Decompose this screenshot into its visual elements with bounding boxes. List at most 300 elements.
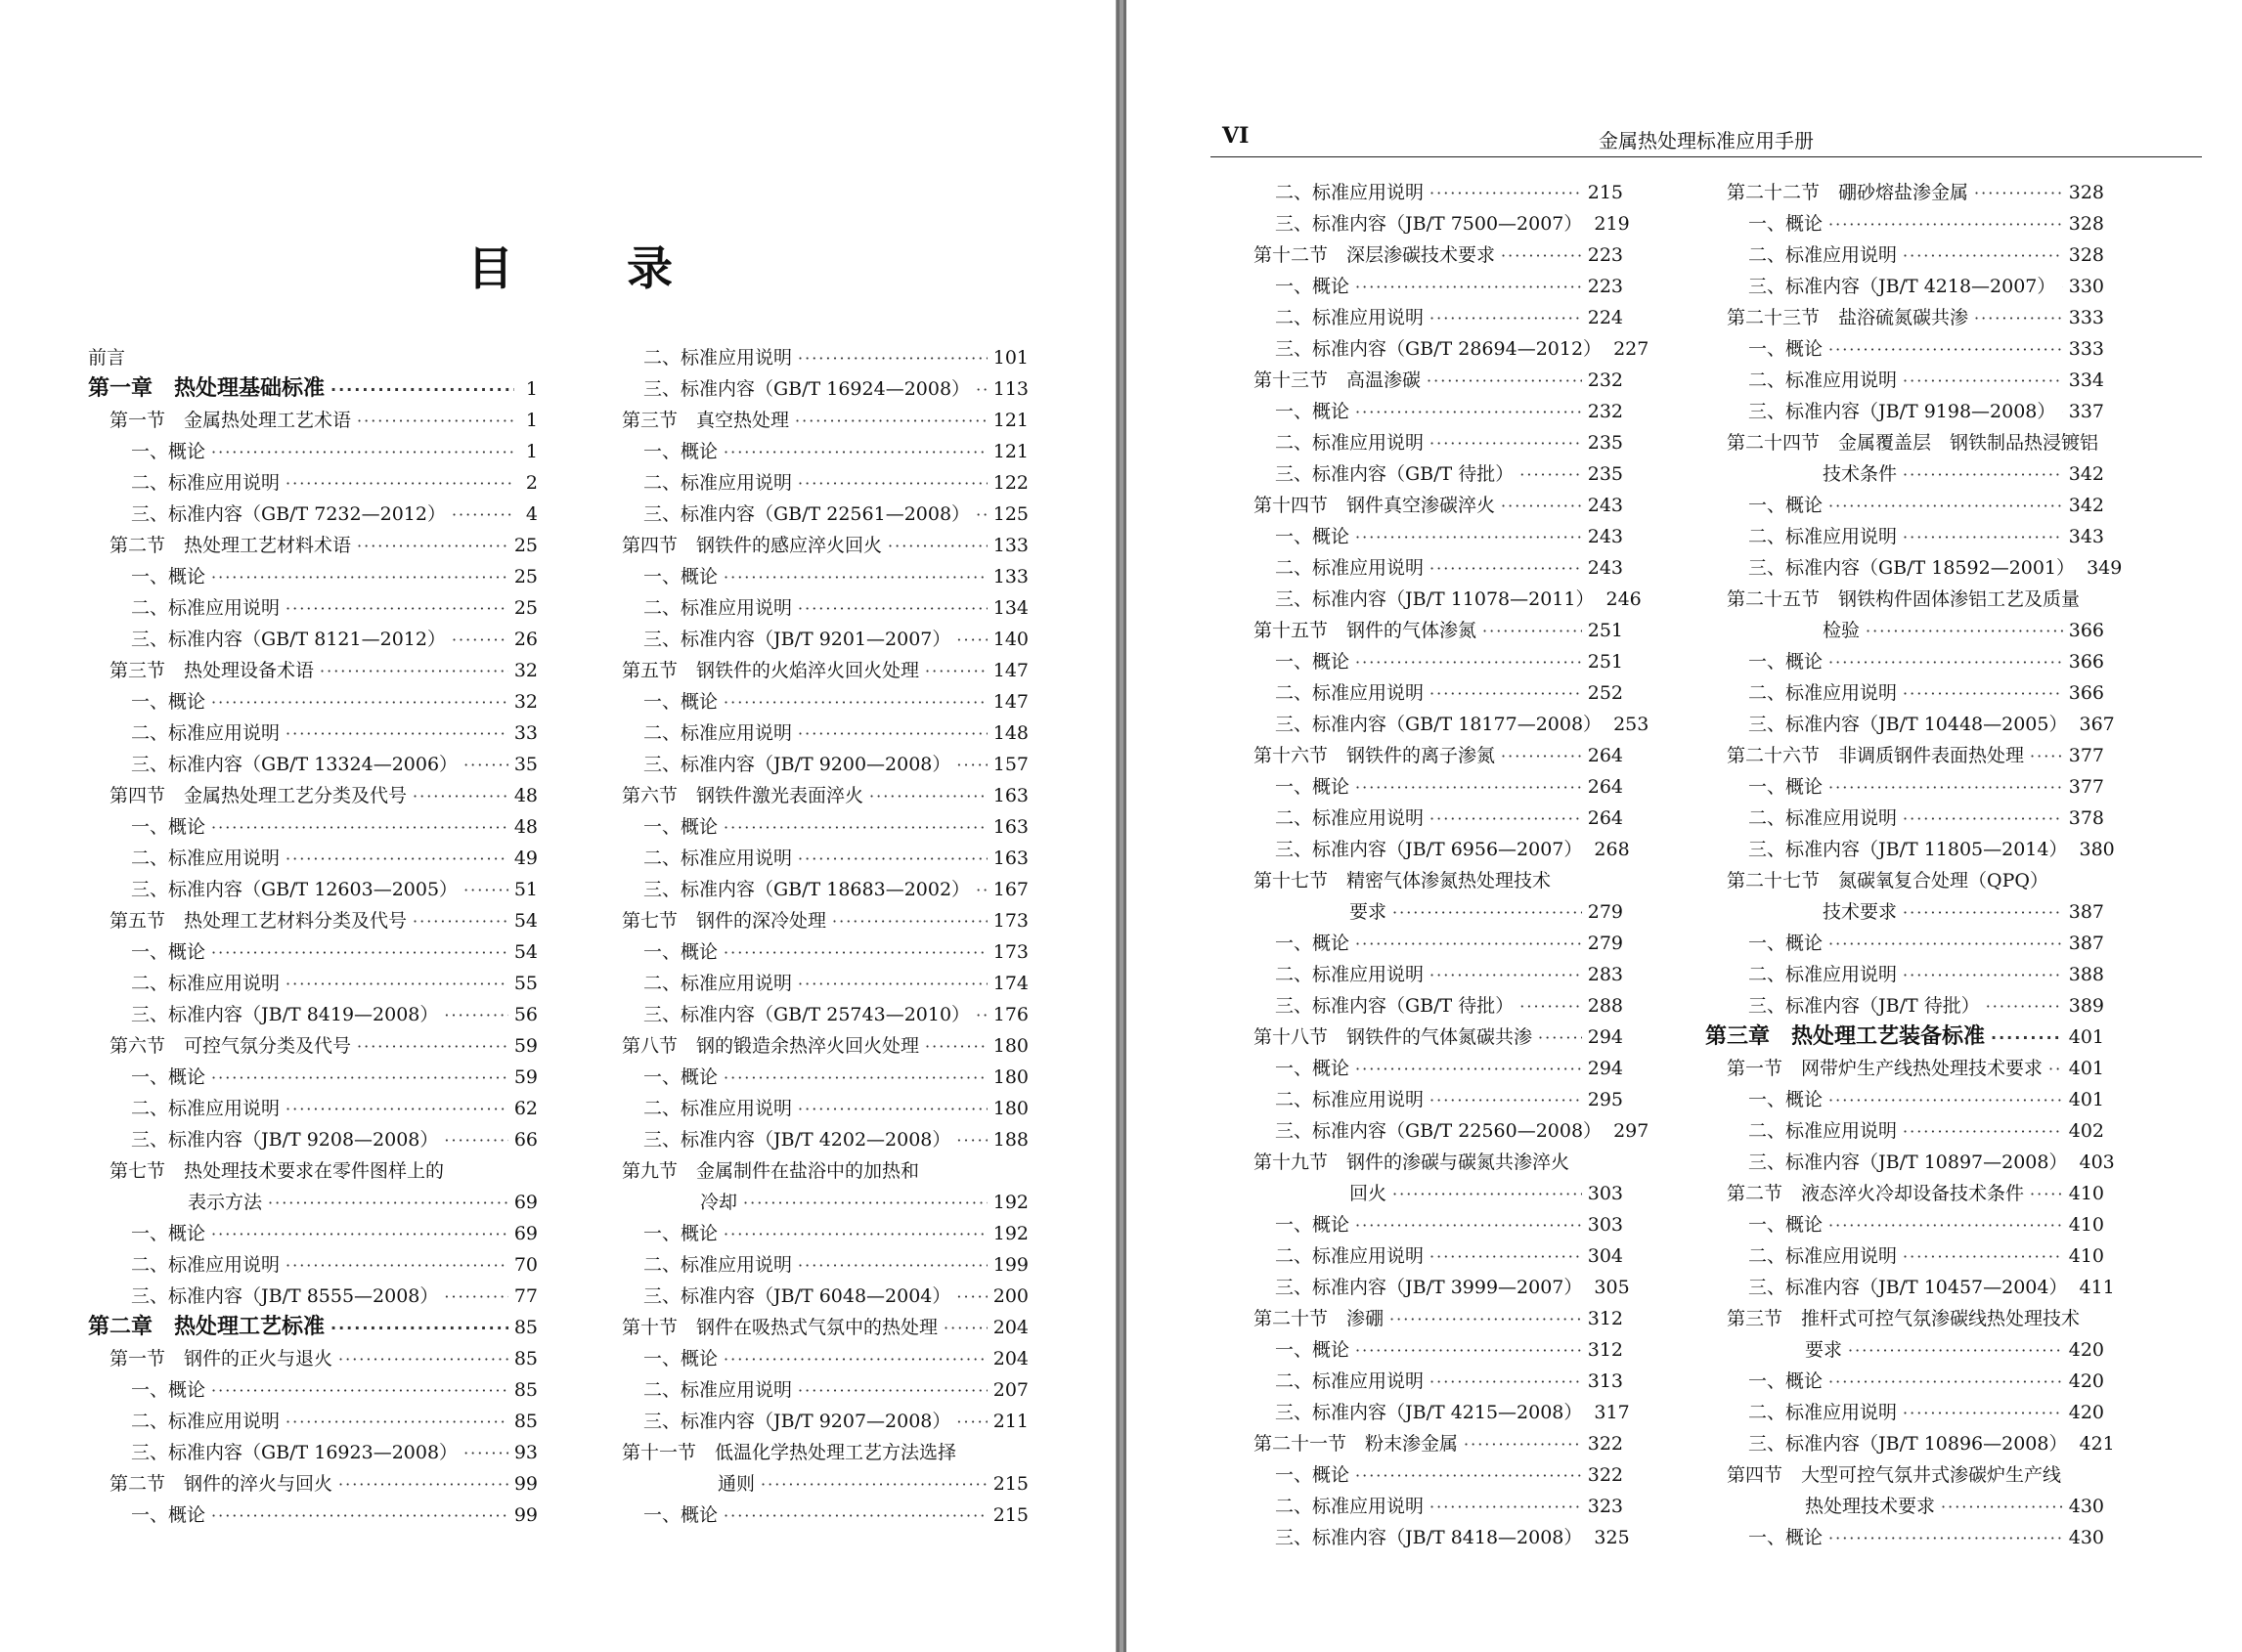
toc-page-number: 35 [513, 754, 538, 775]
toc-leader-dots [956, 1125, 987, 1156]
toc-entry [88, 843, 538, 874]
toc-title [467, 233, 673, 297]
toc-entry-label: 二、标准应用说明 [131, 472, 281, 494]
toc-page-number: 200 [992, 1285, 1029, 1307]
toc-page-number: 59 [513, 1035, 538, 1057]
toc-page-number: 328 [2068, 182, 2104, 203]
toc-page-number: 420 [2068, 1402, 2104, 1423]
toc-chapter-entry [88, 1312, 538, 1343]
toc-entry [1232, 427, 1623, 458]
toc-leader-dots [1389, 1304, 1582, 1335]
toc-entry [88, 1468, 538, 1500]
toc-entry [1705, 1147, 2115, 1178]
toc-page-number: 133 [992, 535, 1029, 556]
toc-page-number: 366 [2068, 682, 2104, 704]
toc-entry-label: 二、标准应用说明 [1275, 1496, 1425, 1517]
toc-leader-dots [320, 656, 508, 687]
toc-leader-dots [1903, 897, 2063, 929]
toc-entry-label: 第十八节 钢铁件的气体氮碳共渗 [1253, 1026, 1533, 1048]
toc-entry [1232, 803, 1623, 834]
toc-entry-label: 前言 [88, 347, 126, 369]
toc-entry [1232, 333, 1649, 365]
toc-column-right-2 [1705, 177, 2123, 1553]
toc-entry-label: 三、标准内容（GB/T 待批） [1275, 995, 1515, 1017]
toc-entry [1232, 771, 1623, 803]
toc-leader-dots [976, 374, 988, 406]
toc-entry-label: 第十四节 钢件真空渗碳淬火 [1253, 495, 1496, 516]
toc-page-number: 337 [2068, 401, 2104, 422]
toc-page-number: 113 [992, 378, 1029, 400]
toc-page-number: 224 [1587, 307, 1623, 328]
toc-entry [1705, 865, 2104, 896]
toc-entry-label: 第二十七节 氮碳氧复合处理（QPQ） [1727, 870, 2048, 891]
toc-entry-label: 二、标准应用说明 [643, 347, 793, 369]
toc-leader-dots [798, 468, 988, 500]
toc-entry-label: 二、标准应用说明 [643, 597, 793, 619]
toc-entry-label: 三、标准内容（JB/T 8418—2008） [1275, 1527, 1583, 1548]
toc-page-number: 303 [1587, 1214, 1623, 1236]
toc-entry [600, 624, 1029, 655]
toc-page-number: 264 [1587, 776, 1623, 798]
toc-page-number: 69 [513, 1223, 538, 1244]
toc-page-number: 343 [2068, 526, 2104, 547]
toc-entry-label: 二、标准应用说明 [1275, 182, 1425, 203]
toc-entry-label: 一、概论 [643, 441, 719, 462]
toc-leader-dots [2061, 397, 2062, 428]
toc-entry [1232, 928, 1623, 959]
toc-entry [1705, 1209, 2104, 1240]
toc-leader-dots [2030, 741, 2063, 772]
toc-leader-dots [1355, 1460, 1582, 1492]
gutter-divider [1117, 0, 1120, 1652]
toc-entry-label: 一、概论 [643, 816, 719, 838]
toc-entry-label: 第十六节 钢铁件的离子渗氮 [1253, 745, 1496, 766]
toc-page-number: 51 [513, 879, 538, 900]
toc-entry-label: 第一章 热处理基础标准 [88, 376, 326, 401]
toc-page-number: 121 [992, 441, 1029, 462]
toc-entry-label: 第九节 金属制件在盐浴中的加热和 [622, 1160, 920, 1182]
toc-entry [1705, 740, 2104, 771]
toc-page-number: 305 [1594, 1277, 1630, 1298]
toc-leader-dots [1519, 459, 1581, 491]
toc-entry [88, 436, 538, 467]
toc-leader-dots [357, 531, 508, 562]
toc-entry [88, 1155, 538, 1187]
toc-entry-label: 第二十二节 硼砂熔盐渗金属 [1727, 182, 1969, 203]
toc-page-number: 430 [2068, 1496, 2104, 1517]
toc-entry [88, 968, 538, 999]
toc-entry-label: 一、概论 [1748, 933, 1824, 954]
toc-page-number: 389 [2068, 995, 2104, 1017]
toc-page-number: 223 [1587, 244, 1623, 266]
toc-leader-dots [724, 1344, 988, 1375]
toc-leader-dots [1429, 303, 1582, 334]
toc-entry-label: 第四节 金属热处理工艺分类及代号 [110, 785, 408, 806]
toc-entry-label: 一、概论 [1748, 1214, 1824, 1236]
toc-page-number: 163 [992, 848, 1029, 869]
toc-page-number: 420 [2068, 1339, 2104, 1361]
toc-entry [1232, 1084, 1623, 1115]
toc-entry [600, 405, 1029, 436]
toc-leader-dots [1429, 1085, 1582, 1116]
toc-leader-dots [1941, 1492, 2063, 1523]
toc-leader-dots [1828, 772, 2063, 804]
toc-leader-dots [976, 500, 988, 531]
toc-entry [600, 780, 1029, 811]
toc-entry-label: 一、概论 [1748, 213, 1824, 235]
toc-entry-label: 三、标准内容（JB/T 10897—2008） [1748, 1152, 2068, 1173]
toc-page-number: 2 [525, 472, 538, 494]
toc-page-number: 125 [992, 503, 1029, 525]
toc-entry [88, 717, 538, 749]
toc-entry [600, 1500, 1029, 1531]
toc-leader-dots [211, 812, 508, 844]
toc-leader-dots [1355, 772, 1582, 804]
toc-entry-label: 三、标准内容（JB/T 10896—2008） [1748, 1433, 2068, 1455]
toc-entry [88, 1218, 538, 1249]
toc-entry [1705, 1522, 2104, 1553]
toc-leader-dots [743, 1188, 988, 1219]
toc-entry [600, 749, 1029, 780]
toc-entry-label: 第二十三节 盐浴硫氮碳共渗 [1727, 307, 1969, 328]
toc-entry [88, 1500, 538, 1531]
toc-entry-label: 三、标准内容（GB/T 18683—2002） [643, 879, 971, 900]
toc-entry-label: 三、标准内容（GB/T 12603—2005） [131, 879, 459, 900]
toc-entry-label: 第七节 钢件的深冷处理 [622, 910, 827, 932]
toc-entry [600, 1312, 1029, 1343]
toc-entry [88, 874, 538, 905]
toc-page-number: 430 [2068, 1527, 2104, 1548]
toc-entry [1232, 1115, 1649, 1147]
toc-page-number: 1 [525, 441, 538, 462]
toc-entry-label: 一、概论 [643, 691, 719, 713]
toc-page-number: 279 [1587, 933, 1623, 954]
toc-entry-label: 一、概论 [1748, 776, 1824, 798]
toc-entry [1232, 834, 1630, 865]
toc-leader-dots [286, 1094, 508, 1125]
toc-entry [1705, 990, 2104, 1022]
toc-entry-label: 二、标准应用说明 [1275, 682, 1425, 704]
toc-leader-dots [888, 531, 988, 562]
toc-leader-dots [1429, 1492, 1582, 1523]
toc-entry-label: 一、概论 [1275, 1339, 1350, 1361]
toc-entry-label: 第二十四节 金属覆盖层 钢铁制品热浸镀铝 [1727, 432, 2099, 454]
toc-page-number: 366 [2068, 620, 2104, 641]
toc-entry [1705, 302, 2104, 333]
toc-page-number: 85 [513, 1411, 538, 1432]
toc-entry-label: 二、标准应用说明 [131, 722, 281, 744]
toc-entry-label: 第三章 热处理工艺装备标准 [1705, 1024, 1986, 1049]
toc-page-number: 133 [992, 566, 1029, 587]
toc-entry [1232, 490, 1623, 521]
toc-entry-label: 一、概论 [1748, 1527, 1824, 1548]
toc-entry-label: 通则 [718, 1473, 756, 1495]
toc-page-number: 148 [992, 722, 1029, 744]
toc-page-number: 322 [1587, 1464, 1623, 1486]
toc-leader-dots [444, 1000, 507, 1031]
toc-entry [88, 1281, 538, 1312]
toc-page-number: 26 [513, 629, 538, 650]
toc-leader-dots [1429, 1367, 1582, 1398]
toc-leader-dots [956, 1282, 987, 1313]
toc-page-number: 56 [513, 1004, 538, 1025]
toc-page-number: 387 [2068, 933, 2104, 954]
toc-entry [1705, 1366, 2104, 1397]
toc-entry [600, 467, 1029, 499]
toc-page-number: 322 [1587, 1433, 1623, 1455]
toc-entry-label: 二、标准应用说明 [643, 1098, 793, 1119]
toc-entry-label: 一、概论 [1275, 651, 1350, 673]
toc-leader-dots [798, 1250, 988, 1282]
toc-page-number: 70 [513, 1254, 538, 1276]
toc-page-number: 32 [513, 691, 538, 713]
toc-entry [1705, 1053, 2104, 1084]
toc-entry [1232, 1522, 1630, 1553]
toc-entry-label: 三、标准内容（GB/T 待批） [1275, 463, 1515, 485]
toc-entry-label: 第一节 钢件的正火与退火 [110, 1348, 333, 1369]
toc-leader-dots [1828, 209, 2063, 240]
toc-page-number: 192 [992, 1192, 1029, 1213]
toc-entry-label: 第三节 推杆式可控气氛渗碳线热处理技术 [1727, 1308, 2081, 1329]
toc-entry-label: 一、概论 [643, 1066, 719, 1088]
toc-entry [600, 874, 1029, 905]
toc-page-number: 180 [992, 1098, 1029, 1119]
toc-page-number: 304 [1587, 1245, 1623, 1267]
toc-leader-dots [463, 875, 508, 906]
toc-entry-label: 第十七节 精密气体渗氮热处理技术 [1253, 870, 1552, 891]
toc-leader-dots [2048, 1054, 2063, 1085]
toc-page-number: 387 [2068, 901, 2104, 923]
toc-entry-label: 三、标准内容（JB/T 4218—2007） [1748, 276, 2056, 297]
toc-leader-dots [832, 906, 988, 937]
toc-leader-dots [2061, 272, 2062, 303]
toc-page-number: 279 [1587, 901, 1623, 923]
toc-page-number: 313 [1587, 1370, 1623, 1392]
toc-entry-label: 一、概论 [131, 566, 206, 587]
toc-leader-dots [1429, 678, 1582, 710]
toc-leader-dots [1392, 897, 1582, 929]
toc-leader-dots [1903, 1116, 2063, 1148]
toc-leader-dots [956, 1407, 987, 1438]
toc-leader-dots [286, 844, 508, 875]
toc-page-number: 25 [513, 597, 538, 619]
toc-entry-label: 一、概论 [643, 566, 719, 587]
toc-entry [88, 655, 538, 686]
toc-entry [1232, 396, 1623, 427]
toc-entry-label: 第七节 热处理技术要求在零件图样上的 [110, 1160, 445, 1182]
toc-entry-label: 一、概论 [643, 1504, 719, 1526]
toc-entry [1705, 959, 2104, 990]
toc-entry [1705, 458, 2104, 490]
toc-leader-dots [1355, 1335, 1582, 1367]
toc-page-number: 147 [992, 660, 1029, 681]
toc-entry [600, 1374, 1029, 1406]
toc-entry-label: 三、标准内容（GB/T 22560—2008） [1275, 1120, 1603, 1142]
toc-entry-label: 三、标准内容（GB/T 28694—2012） [1275, 338, 1603, 360]
toc-entry-label: 第二十节 渗硼 [1253, 1308, 1385, 1329]
toc-entry-label: 第三节 真空热处理 [622, 410, 790, 431]
toc-entry-label: 二、标准应用说明 [643, 472, 793, 494]
toc-entry [600, 1281, 1029, 1312]
toc-page-number: 323 [1587, 1496, 1623, 1517]
toc-leader-dots [1903, 804, 2063, 835]
toc-leader-dots [286, 718, 508, 750]
toc-leader-dots [1429, 428, 1582, 459]
toc-leader-dots [1848, 1335, 2063, 1367]
toc-leader-dots [286, 1250, 508, 1282]
toc-entry-label: 三、标准内容（JB/T 4215—2008） [1275, 1402, 1583, 1423]
toc-entry [600, 373, 1029, 405]
toc-leader-dots [1429, 804, 1582, 835]
toc-page-number: 328 [2068, 213, 2104, 235]
toc-entry-label: 二、标准应用说明 [1275, 964, 1425, 985]
toc-entry-label: 热处理技术要求 [1805, 1496, 1936, 1517]
toc-page-number: 303 [1587, 1183, 1623, 1204]
toc-leader-dots [724, 1219, 988, 1250]
toc-entry [1232, 208, 1630, 239]
toc-entry [1232, 1334, 1623, 1366]
toc-page-number: 388 [2068, 964, 2104, 985]
toc-entry [600, 968, 1029, 999]
toc-page-number: 1 [525, 378, 538, 400]
toc-entry [88, 1062, 538, 1093]
toc-page-number: 49 [513, 848, 538, 869]
toc-entry-label: 一、概论 [1275, 776, 1350, 798]
toc-entry-label: 二、标准应用说明 [643, 1379, 793, 1401]
toc-entry [1232, 615, 1623, 646]
toc-page-number: 378 [2068, 807, 2104, 829]
toc-page-number: 246 [1605, 588, 1642, 610]
toc-page-number: 1 [525, 410, 538, 431]
toc-leader-dots [211, 937, 508, 969]
toc-page-number: 167 [992, 879, 1029, 900]
toc-entry [1705, 1397, 2104, 1428]
toc-page-number: 59 [513, 1066, 538, 1088]
book-title: 金属热处理标准应用手册 [1599, 129, 1814, 152]
toc-page-number: 377 [2068, 745, 2104, 766]
toc-leader-dots [761, 1469, 988, 1500]
toc-entry-label: 三、标准内容（GB/T 7232—2012） [131, 503, 446, 525]
toc-page-number: 295 [1587, 1089, 1623, 1110]
toc-leader-dots [2030, 1179, 2063, 1210]
toc-leader-dots [798, 343, 988, 374]
toc-entry [88, 1093, 538, 1124]
toc-page-number: 122 [992, 472, 1029, 494]
toc-entry [600, 843, 1029, 874]
toc-leader-dots [1392, 1179, 1582, 1210]
toc-entry [1705, 1334, 2104, 1366]
toc-entry [88, 342, 538, 373]
toc-entry-label: 第二节 液态淬火冷却设备技术条件 [1727, 1183, 2025, 1204]
toc-entry [600, 499, 1029, 530]
toc-entry-label: 一、概论 [1748, 338, 1824, 360]
toc-page-number: 4 [525, 503, 538, 525]
toc-page-number: 328 [2068, 244, 2104, 266]
toc-leader-dots [798, 718, 988, 750]
toc-entry [88, 811, 538, 843]
toc-leader-dots [798, 969, 988, 1000]
toc-leader-dots [463, 1438, 508, 1469]
toc-leader-dots [211, 1375, 508, 1407]
toc-entry-label: 第二节 钢件的淬火与回火 [110, 1473, 333, 1495]
toc-page-number: 403 [2079, 1152, 2115, 1173]
toc-entry [1705, 1115, 2104, 1147]
toc-entry [1705, 896, 2104, 928]
toc-entry-label: 第十五节 钢件的气体渗氮 [1253, 620, 1477, 641]
toc-page-number: 85 [513, 1379, 538, 1401]
toc-entry [600, 1218, 1029, 1249]
toc-page-number: 232 [1587, 370, 1623, 391]
toc-page-number: 251 [1587, 651, 1623, 673]
toc-entry-label: 一、概论 [131, 441, 206, 462]
toc-entry-label: 一、概论 [131, 816, 206, 838]
toc-entry [88, 624, 538, 655]
toc-page-number: 147 [992, 691, 1029, 713]
toc-entry-label: 二、标准应用说明 [1275, 807, 1425, 829]
toc-entry [1232, 1022, 1623, 1053]
toc-entry-label: 一、概论 [643, 941, 719, 963]
toc-page-number: 243 [1587, 557, 1623, 579]
toc-entry-label: 一、概论 [131, 1223, 206, 1244]
toc-leader-dots [211, 687, 508, 718]
toc-leader-dots [724, 1063, 988, 1094]
toc-entry-label: 三、标准内容（JB/T 4202—2008） [643, 1129, 951, 1151]
toc-leader-dots [976, 875, 988, 906]
toc-page-number: 173 [992, 910, 1029, 932]
toc-entry-label: 二、标准应用说明 [1275, 1089, 1425, 1110]
toc-page-number: 312 [1587, 1339, 1623, 1361]
toc-leader-dots [211, 1219, 508, 1250]
toc-entry-label: 一、概论 [1275, 1058, 1350, 1079]
toc-page-number: 25 [513, 535, 538, 556]
toc-entry [1705, 177, 2104, 208]
toc-entry [1232, 584, 1642, 615]
toc-entry [600, 655, 1029, 686]
toc-leader-dots [1501, 240, 1582, 272]
toc-leader-dots [925, 1031, 988, 1063]
toc-entry [1232, 271, 1623, 302]
toc-page-number: 243 [1587, 495, 1623, 516]
toc-page-number: 411 [2079, 1277, 2115, 1298]
toc-entry [600, 1155, 1029, 1187]
toc-entry [1705, 677, 2104, 709]
toc-leader-dots [1355, 1054, 1582, 1085]
toc-entry [600, 342, 1029, 373]
toc-leader-dots [211, 437, 514, 468]
toc-page-number: 401 [2068, 1089, 2104, 1110]
toc-entry [1232, 1053, 1623, 1084]
toc-page-number: 211 [992, 1411, 1029, 1432]
toc-leader-dots [956, 625, 987, 656]
toc-page-number: 410 [2068, 1214, 2104, 1236]
toc-entry-label: 一、概论 [643, 1223, 719, 1244]
toc-entry-label: 第十三节 高温渗碳 [1253, 370, 1422, 391]
toc-page-number: 325 [1594, 1527, 1630, 1548]
toc-entry [88, 1030, 538, 1062]
toc-entry-label: 回火 [1349, 1183, 1387, 1204]
toc-page-number: 253 [1613, 714, 1649, 735]
running-header [1210, 117, 2202, 157]
toc-page-number: 283 [1587, 964, 1623, 985]
toc-entry [1232, 677, 1623, 709]
toc-entry-label: 二、标准应用说明 [1275, 432, 1425, 454]
toc-leader-dots [798, 1375, 988, 1407]
toc-entry [1232, 1178, 1623, 1209]
toc-leader-dots [724, 812, 988, 844]
toc-entry-label: 三、标准内容（JB/T 3999—2007） [1275, 1277, 1583, 1298]
toc-leader-dots [795, 406, 988, 437]
toc-entry-label: 第八节 钢的锻造余热淬火回火处理 [622, 1035, 920, 1057]
